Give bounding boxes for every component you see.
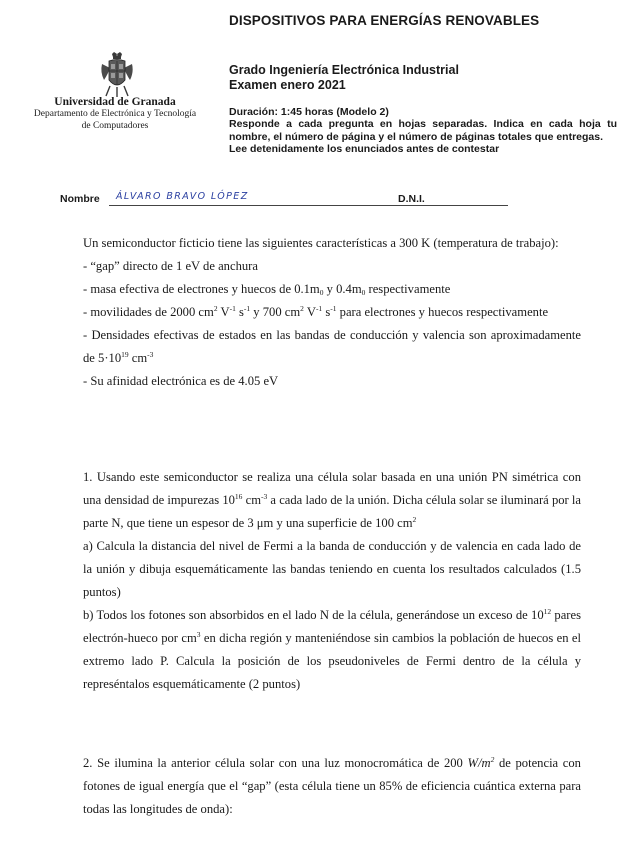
intro-bullet-mass: - masa efectiva de electrones y huecos de $0.1m_0$ y $0.4m_0$ respectivamente	[83, 282, 451, 297]
university-block	[6, 96, 224, 132]
name-label: Nombre	[60, 193, 100, 205]
question-1-part-b: b) Todos los fotones son absorbidos en el lado N de la célula, generándose un exceso de $10^{12}$ pares electrón-hueco por $cm^3$ en dicha región y manteniéndose sin cambios la población de huecos en el extremo lado P. Calcula la posición de los pseudoniveles de Fermi dentro de la célula y represéntalos esquemáticamente (2 puntos)	[83, 607, 581, 691]
exam-title: Examen enero 2021	[229, 78, 346, 92]
duration: Duración: 1:45 horas (Modelo 2)	[229, 106, 389, 118]
question-2-statement: 2. Se ilumina la anterior célula solar con una luz monocromática de 200 $W/m^2$ de potencia con fotones de igual energía que el “gap” (esta célula tiene un 85% de eficiencia cuántica externa para todas las longitudes de onda):	[83, 755, 581, 816]
intro-statement: Un semiconductor ficticio tiene las siguientes características a 300 K (temperatura de trabajo):	[83, 236, 559, 250]
question-1-part-a: a) Calcula la distancia del nivel de Fermi a la banda de conducción y de valencia en cada lado de la unión y dibuja esquemáticamente las bandas teniendo en cuenta los resultados calculados (1.5 puntos)	[83, 539, 581, 599]
student-info-row	[60, 191, 520, 209]
course-title: DISPOSITIVOS PARA ENERGÍAS RENOVABLES	[229, 13, 540, 28]
student-name-handwritten: ÁLVARO BRAVO LÓPEZ	[116, 191, 249, 202]
dni-field-line[interactable]	[432, 205, 508, 206]
question-2	[83, 752, 581, 821]
question-1-statement: 1. Usando este semiconductor se realiza una célula solar basada en una unión PN simétrica con una densidad de impurezas $10^{16}$ $cm^{-3}$ a cada lado de la unión. Dicha célula solar se iluminará por la parte N, que tiene un espesor de 3 μm y una superficie de 100 $cm^2$	[83, 470, 581, 530]
degree-title: Grado Ingeniería Electrónica Industrial	[229, 63, 459, 77]
name-field-line[interactable]	[109, 205, 447, 206]
intro-bullet-gap: - “gap” directo de 1 eV de anchura	[83, 259, 258, 273]
intro-bullet-mobility: - movilidades de 2000 $cm^2$ $V^{-1}$ $s^{-1}$ y 700 $cm^2$ $V^{-1}$ $s^{-1}$ para electrones y huecos respectivamente	[83, 304, 549, 319]
instruction-1: Responde a cada pregunta en hojas separadas. Indica en cada hoja tu nombre, el número de página y el número de páginas totales que entregas.	[229, 118, 617, 143]
dni-label: D.N.I.	[398, 193, 425, 205]
university-name: Universidad de Granada	[54, 96, 176, 108]
intro-section	[83, 232, 581, 393]
university-crest-icon	[98, 52, 136, 98]
instruction-2: Lee detenidamente los enunciados antes de contestar	[229, 142, 500, 155]
intro-bullet-affinity: - Su afinidad electrónica es de 4.05 eV	[83, 374, 279, 388]
question-1	[83, 466, 581, 696]
degree-block	[229, 63, 459, 93]
intro-bullet-density: - Densidades efectivas de estados en las bandas de conducción y valencia son aproximadamente de $5\cdot 10^{19}$ $cm^{-3}$	[83, 328, 581, 365]
department-line-2: de Computadores	[81, 121, 149, 131]
department-line-1: Departamento de Electrónica y Tecnología	[33, 109, 197, 119]
instructions	[229, 106, 617, 155]
